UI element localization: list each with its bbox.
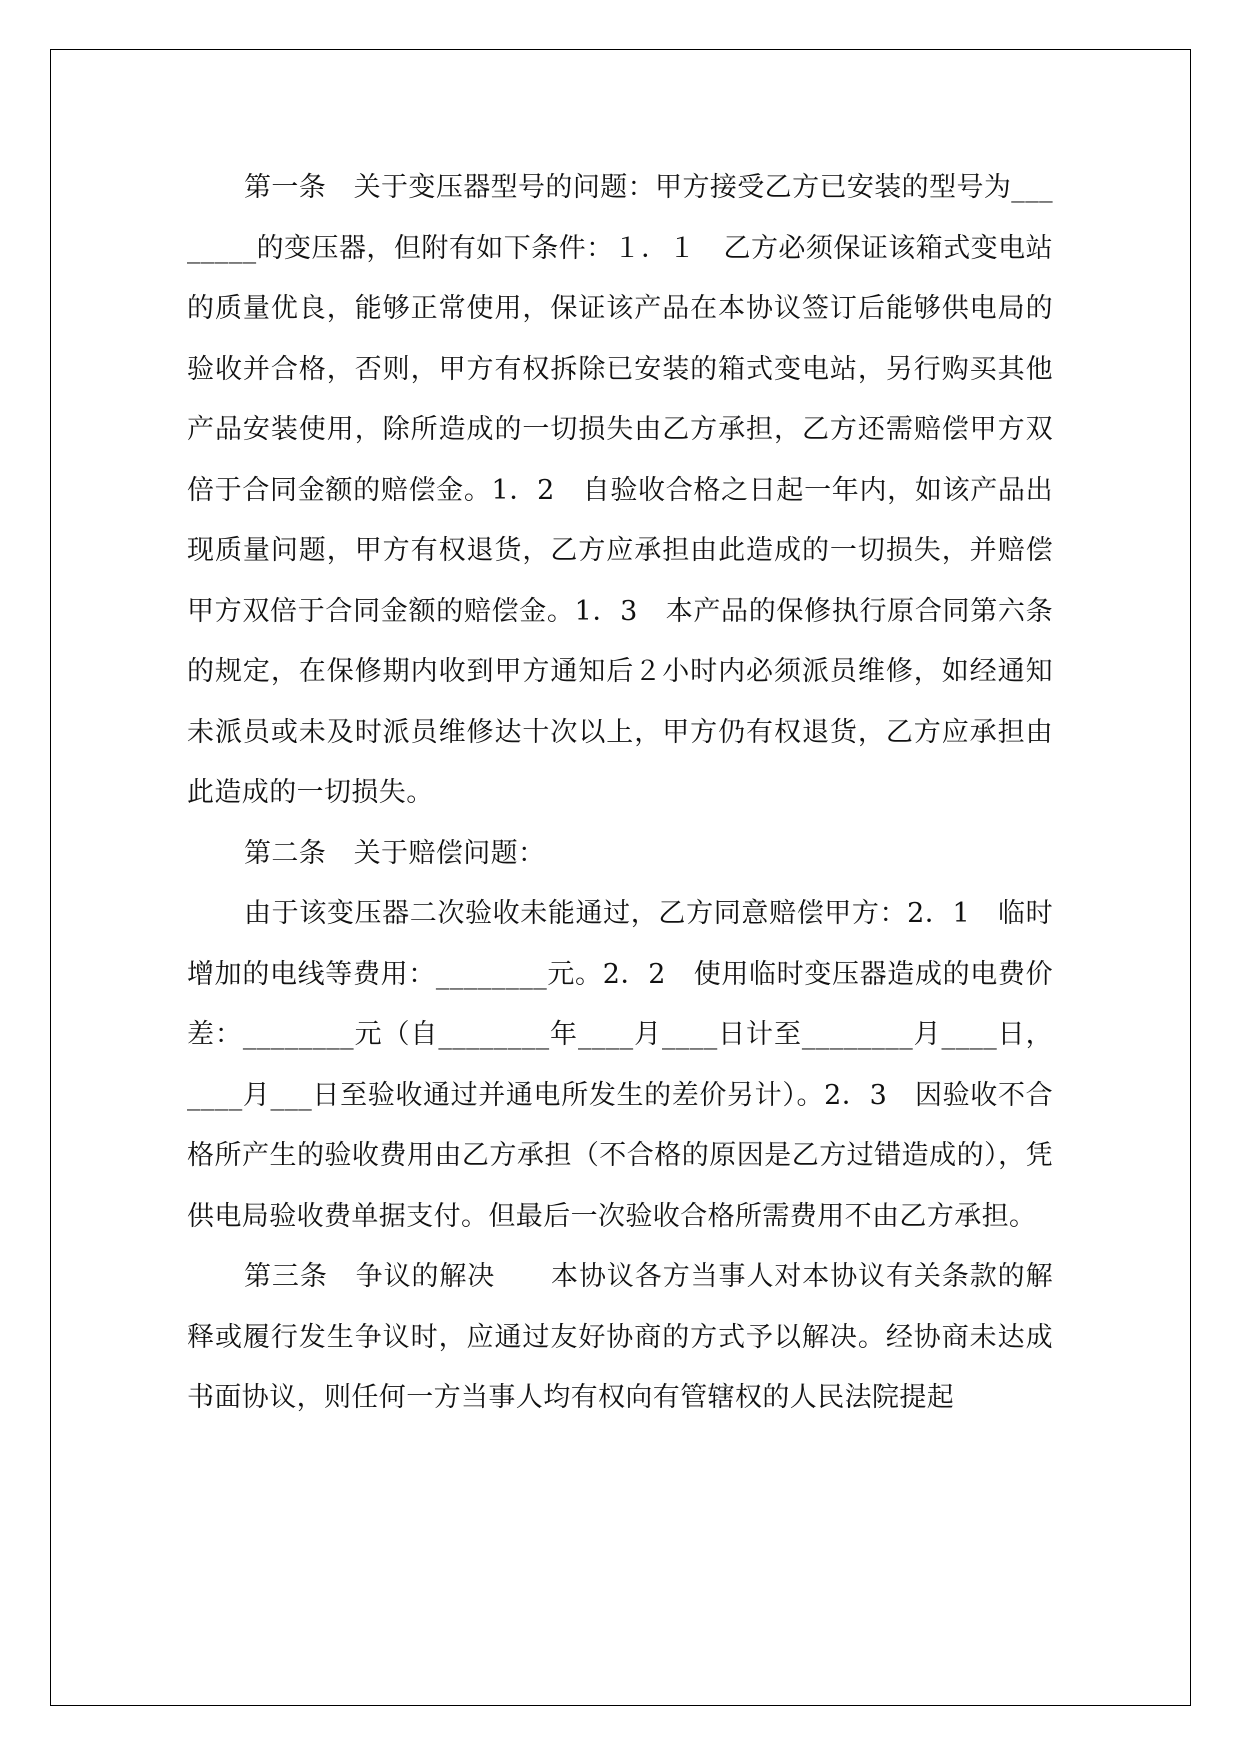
paragraph-article-3: 第三条 争议的解决 本协议各方当事人对本协议有关条款的解释或履行发生争议时，应通过友好协商的方式予以解决。经协商未达成书面协议，则任何一方当事人均有权向有管辖权的人民法院提起: [187, 1261, 1053, 1413]
document-body: [187, 158, 1053, 1429]
paragraph-article-2-body: 由于该变压器二次验收未能通过，乙方同意赔偿甲方：2．1 临时增加的电线等费用：________元。2．2 使用临时变压器造成的电费价差：________元（自________年____月____日计至________月____日，____月___日至验收通过并通电所发生的差价另计）。2．3 因验收不合格所产生的验收费用由乙方承担（不合格的原因是乙方过错造成的），凭供电局验收费单据支付。但最后一次验收合格所需费用不由乙方承担。: [187, 898, 1053, 1232]
paragraph-article-1: 第一条 关于变压器型号的问题：甲方接受乙方已安装的型号为________的变压器，但附有如下条件：１．１ 乙方必须保证该箱式变电站的质量优良，能够正常使用，保证该产品在本协议签订后能够供电局的验收并合格，否则，甲方有权拆除已安装的箱式变电站，另行购买其他产品安装使用，除所造成的一切损失由乙方承担，乙方还需赔偿甲方双倍于合同金额的赔偿金。1．2 自验收合格之日起一年内，如该产品出现质量问题，甲方有权退货，乙方应承担由此造成的一切损失，并赔偿甲方双倍于合同金额的赔偿金。1．3 本产品的保修执行原合同第六条的规定，在保修期内收到甲方通知后２小时内必须派员维修，如经通知未派员或未及时派员维修达十次以上，甲方仍有权退货，乙方应承担由此造成的一切损失。: [187, 172, 1053, 808]
paragraph-article-2-heading: 第二条 关于赔偿问题：: [244, 837, 546, 869]
